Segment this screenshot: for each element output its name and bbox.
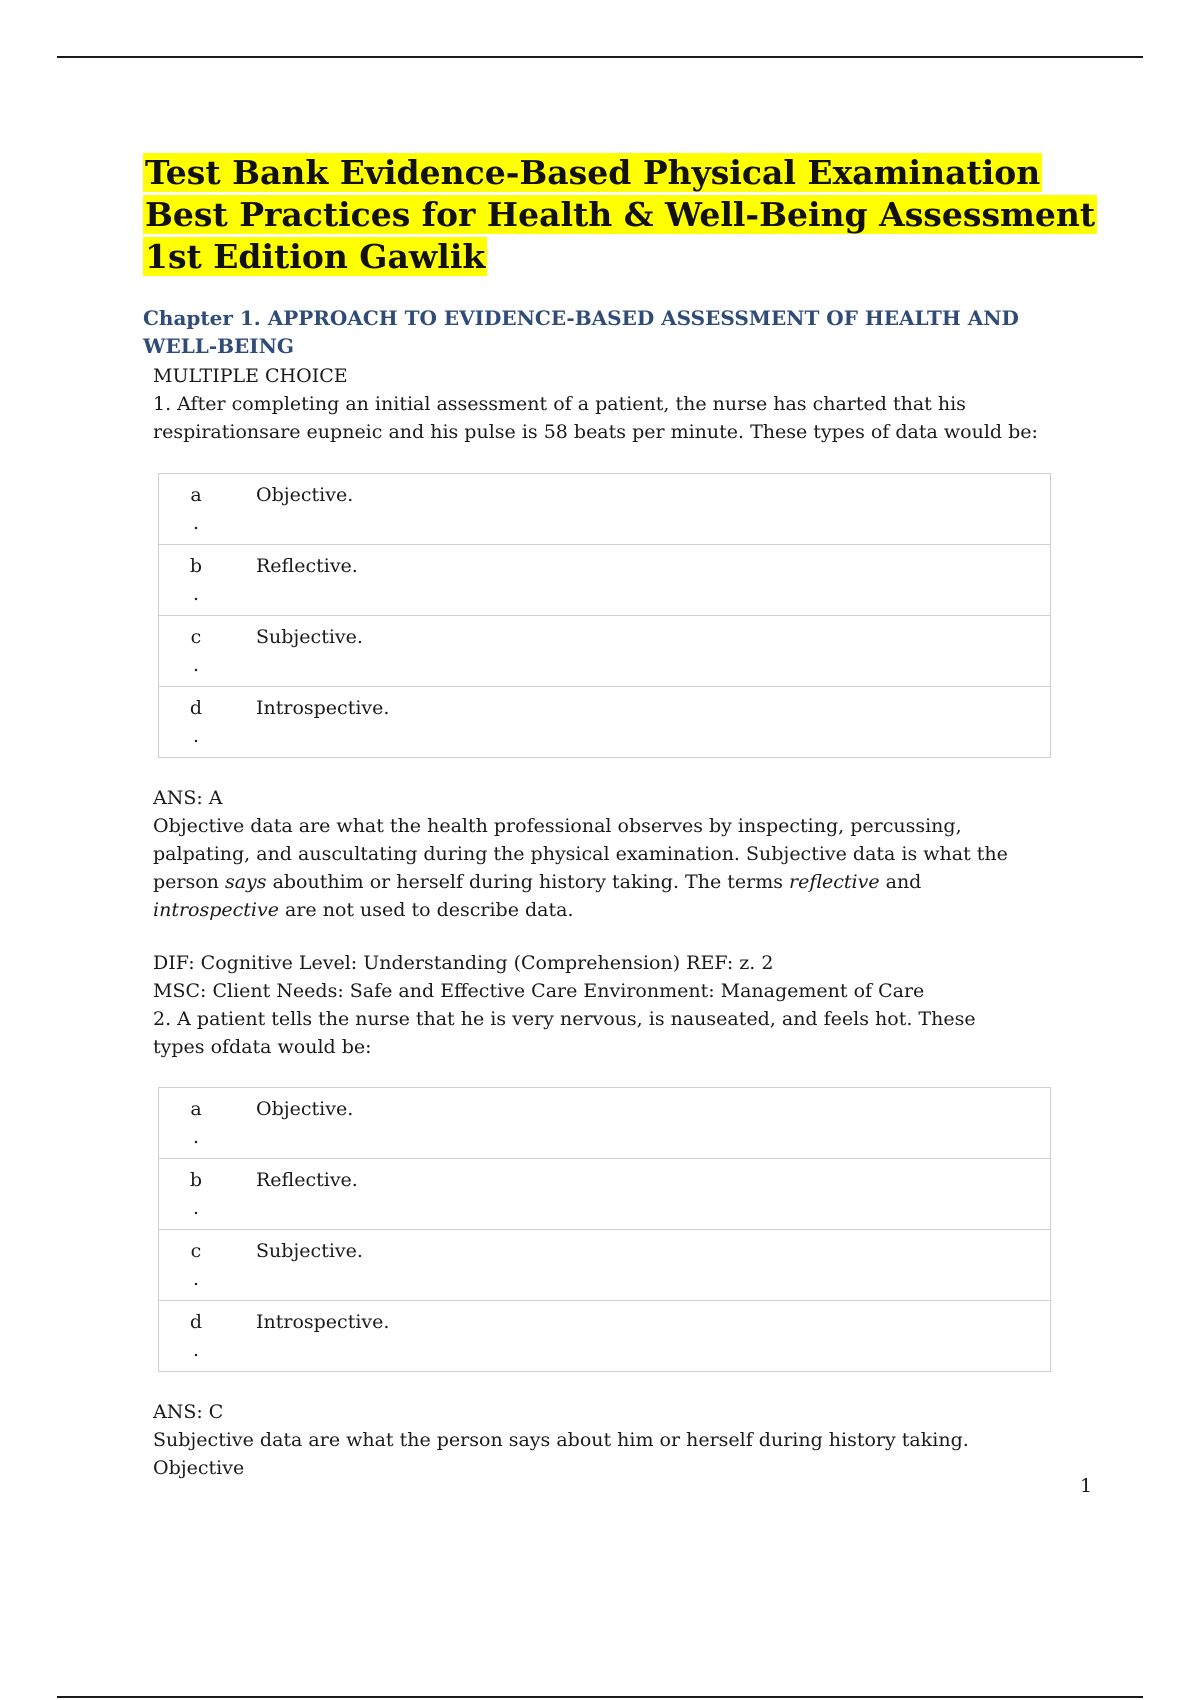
rationale-text: Objective data are what the health professional observes by inspecting, percussing, palpating, and auscultating during the physical examination. Subjective data is what the person [153, 815, 1008, 893]
question-1-msc: MSC: Client Needs: Safe and Effective Care Environment: Management of Care [153, 980, 925, 1002]
rationale-emphasis: reflective [789, 871, 880, 893]
option-text: Subjective. [256, 626, 363, 648]
option-text: Objective. [256, 1098, 354, 1120]
option-text: Introspective. [256, 697, 390, 719]
option-dot: . [192, 512, 200, 534]
option-letter: a [190, 484, 202, 506]
option-letter: b [189, 1169, 203, 1191]
option-row[interactable] [159, 1088, 1050, 1158]
page-number: 1 [1080, 1475, 1093, 1497]
option-row[interactable] [159, 1300, 1050, 1371]
option-letter: d [189, 697, 203, 719]
question-2-options [158, 1087, 1051, 1372]
rationale-emphasis: says [224, 871, 267, 893]
option-row[interactable] [159, 474, 1050, 544]
option-row[interactable] [159, 544, 1050, 615]
option-text: Reflective. [256, 1169, 358, 1191]
question-1-options [158, 473, 1051, 758]
option-row[interactable] [159, 1229, 1050, 1300]
question-1-dif: DIF: Cognitive Level: Understanding (Comprehension) REF: z. 2 [153, 952, 774, 974]
question-2-stem: 2. A patient tells the nurse that he is very nervous, is nauseated, and feels hot. These types ofdata would be: [153, 1008, 976, 1058]
rationale-text: and [879, 871, 922, 893]
option-dot: . [192, 1126, 200, 1148]
option-letter: c [190, 1240, 202, 1262]
rationale-text: are not used to describe data. [278, 899, 574, 921]
option-text: Reflective. [256, 555, 358, 577]
option-text: Objective. [256, 484, 354, 506]
question-1-stem: 1. After completing an initial assessment of a patient, the nurse has charted that his respirationsare eupneic and his pulse is 58 beats per minute. These types of data would be: [153, 393, 1038, 443]
chapter-heading: Chapter 1. APPROACH TO EVIDENCE-BASED ASSESSMENT OF HEALTH AND WELL-BEING [143, 306, 1019, 358]
option-dot: . [192, 583, 200, 605]
question-2-answer: ANS: C [153, 1401, 224, 1423]
option-letter: c [190, 626, 202, 648]
option-dot: . [192, 1197, 200, 1219]
option-text: Subjective. [256, 1240, 363, 1262]
option-dot: . [192, 654, 200, 676]
option-row[interactable] [159, 686, 1050, 757]
bottom-rule [57, 1696, 1143, 1698]
question-1-rationale [153, 812, 1053, 924]
top-rule [57, 56, 1143, 58]
rationale-emphasis: introspective [153, 899, 279, 921]
title-highlight: Test Bank Evidence-Based Physical Examination Best Practices for Health & Well-Being Assessment 1st Edition Gawlik [145, 153, 1096, 276]
rationale-text: abouthim or herself during history taking. The terms [266, 871, 789, 893]
question-2-rationale: Subjective data are what the person says about him or herself during history taking. Objective [153, 1429, 969, 1479]
option-dot: . [192, 1339, 200, 1361]
option-letter: b [189, 555, 203, 577]
document-title [143, 152, 1103, 278]
section-label: MULTIPLE CHOICE [153, 365, 348, 387]
option-row[interactable] [159, 615, 1050, 686]
option-row[interactable] [159, 1158, 1050, 1229]
option-text: Introspective. [256, 1311, 390, 1333]
option-letter: a [190, 1098, 202, 1120]
option-dot: . [192, 1268, 200, 1290]
question-1-answer: ANS: A [153, 787, 223, 809]
option-dot: . [192, 725, 200, 747]
option-letter: d [189, 1311, 203, 1333]
